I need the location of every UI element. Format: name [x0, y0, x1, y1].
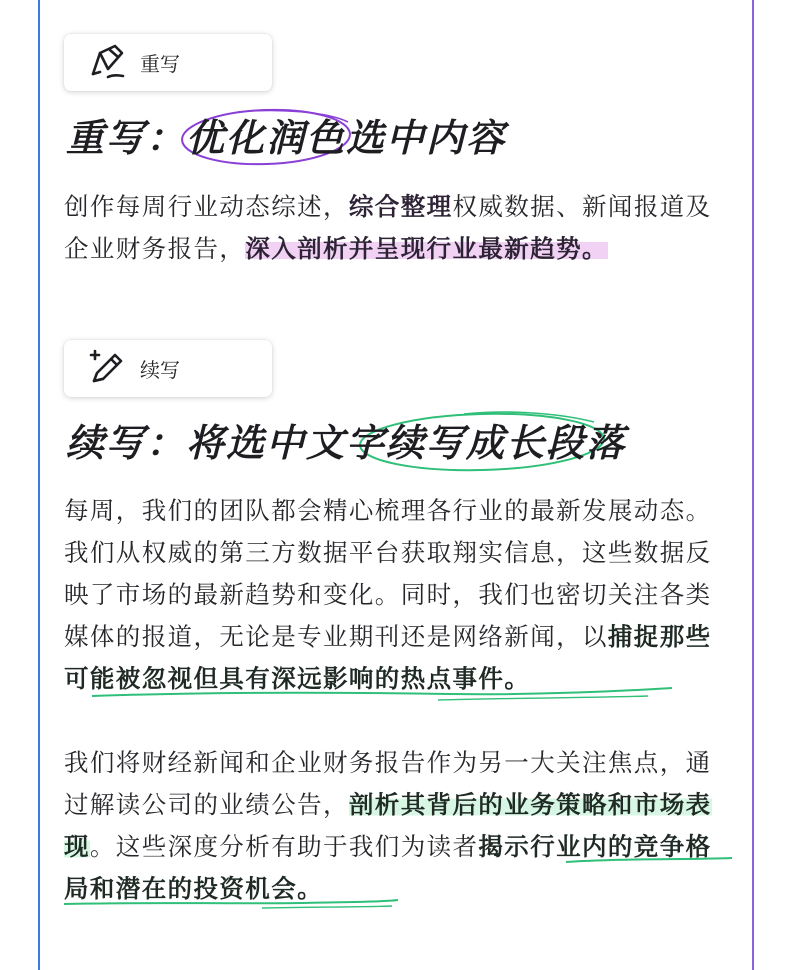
- continue-text: 。: [504, 664, 531, 693]
- rewrite-paragraph: [64, 186, 734, 270]
- continue-text: 每周，我们的团队都会精心梳理各行业的最新发展动态。我们从权威的第三方数据平台获取翔实信息，这些数据反映了市场的最新趋势和变化。同时，我们也密切关注各类媒体的报道，无论是专业期刊还是网络新闻，以: [64, 496, 712, 651]
- pen-rewrite-icon: [88, 41, 128, 85]
- rewrite-text: 。: [582, 234, 608, 263]
- rewrite-button-label: 重写: [140, 52, 180, 76]
- rewrite-text: 创作每周行业动态综述，: [64, 192, 349, 221]
- continue-text: 。: [297, 874, 324, 903]
- rewrite-highlight-2: 深入剖析并呈现行业最新趋势: [245, 234, 583, 263]
- continue-writing-button-label: 续写: [140, 358, 180, 382]
- continue-text: 我们将财经新闻和企业财务报告作为另一大关注焦点，通过解读公司的业绩公告，: [64, 748, 712, 819]
- continue-paragraph-2: [64, 742, 734, 910]
- continue-heading: 续写：将选中文字续写成长段落: [66, 420, 627, 465]
- rewrite-text: 权威数据、新闻报道及企业财务报告，: [64, 192, 712, 263]
- continue-highlight-1: 捕捉那些可能被忽视但具有深远影响的热点事件: [64, 622, 712, 693]
- continue-text: 。这些深度分析有助于我们为读者: [89, 832, 479, 861]
- rewrite-highlight-1: 综合整理: [348, 192, 453, 221]
- rewrite-button[interactable]: [64, 34, 272, 91]
- continue-highlight-2: 剖析其背后的业务策略和市场表现: [64, 790, 712, 861]
- continue-highlight-3: 揭示行业内的竞争格局和潜在的投资机会: [64, 832, 712, 903]
- continue-writing-button[interactable]: [64, 340, 272, 397]
- rewrite-heading: 重写：优化润色选中内容: [66, 115, 507, 160]
- continue-paragraph-1: [64, 490, 734, 700]
- pen-sparkle-icon: [88, 347, 128, 391]
